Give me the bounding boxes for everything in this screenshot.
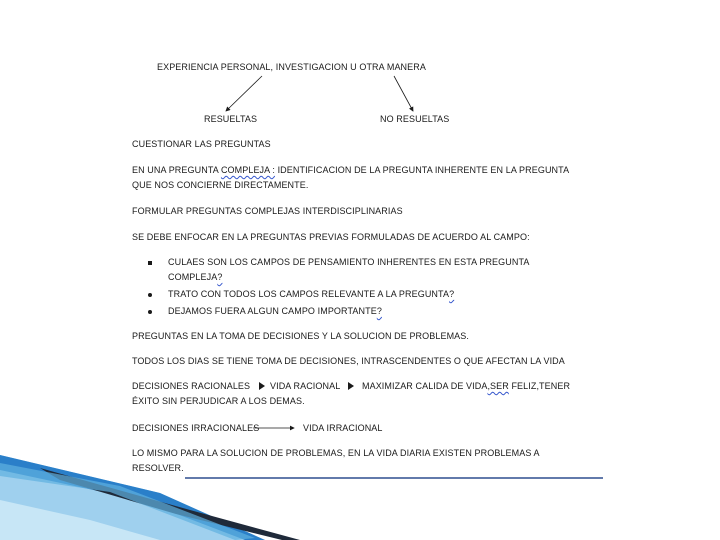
- arrow-rational-1: [259, 382, 265, 390]
- maximize-a: MAXIMIZAR CALIDA DE VIDA: [362, 381, 488, 391]
- bullet-3-mark: ?: [376, 306, 382, 316]
- decisions-heading: PREGUNTAS EN LA TOMA DE DECISIONES Y LA SOLUCION DE PROBLEMAS.: [132, 331, 469, 341]
- decisions-daily: TODOS LOS DIAS SE TIENE TOMA DE DECISIONES, INTRASCENDENTES O QUE AFECTAN LA VIDA: [132, 356, 565, 366]
- bullet-marker-3: [148, 310, 152, 314]
- section-formulate: FORMULAR PREGUNTAS COMPLEJAS INTERDISCIPLINARIAS: [132, 206, 403, 216]
- complex-word: COMPLEJA :: [220, 165, 275, 175]
- bullet-2-line1: [168, 289, 454, 300]
- bullet-3-line1: [168, 306, 382, 317]
- complex-prefix: EN UNA PREGUNTA: [132, 165, 221, 175]
- bullet-3-text: DEJAMOS FUERA ALGUN CAMPO IMPORTANTE: [168, 306, 377, 316]
- decisions-rational: DECISIONES RACIONALES: [132, 381, 251, 391]
- complex-rest: IDENTIFICACION DE LA PREGUNTA INHERENTE EN LA PREGUNTA: [274, 165, 570, 175]
- bullet-1-line2: [168, 272, 222, 283]
- bullet-marker-2: [148, 293, 152, 297]
- section-questioning: CUESTIONAR LAS PREGUNTAS: [132, 139, 271, 149]
- decisions-irrational: DECISIONES IRRACIONALES: [132, 423, 260, 433]
- branch-resueltas: RESUELTAS: [204, 114, 258, 124]
- decisions-success: ÉXITO SIN PERJUDICAR A LOS DEMAS.: [132, 396, 305, 406]
- decisions-irrational-life: VIDA IRRACIONAL: [303, 423, 383, 433]
- section-complex: [132, 165, 569, 176]
- arrow-to-resueltas: [226, 76, 262, 111]
- problems-line2: RESOLVER.: [132, 463, 184, 473]
- section-complex-line2: QUE NOS CONCIERNE DIRECTAMENTE.: [132, 180, 309, 190]
- bullet-1-word: COMPLEJA: [168, 272, 218, 282]
- arrow-rational-2: [348, 382, 354, 390]
- decisions-maximize: [362, 381, 570, 392]
- bullet-2-text: TRATO CON TODOS LOS CAMPOS RELEVANTE A LA PREGUNTA: [168, 289, 450, 299]
- section-focus: SE DEBE ENFOCAR EN LA PREGUNTAS PREVIAS FORMULADAS DE ACUERDO AL CAMPO:: [132, 232, 530, 242]
- branch-no-resueltas: NO RESUELTAS: [380, 114, 450, 124]
- maximize-b: ,SER: [487, 381, 509, 391]
- arrow-to-no-resueltas: [394, 76, 413, 111]
- header-line: EXPERIENCIA PERSONAL, INVESTIGACION U OTRA MANERA: [157, 62, 426, 72]
- bullet-1-line1: CULAES SON LOS CAMPOS DE PENSAMIENTO INHERENTES EN ESTA PREGUNTA: [168, 257, 530, 267]
- bullet-marker-1: [148, 261, 152, 265]
- bullet-2-mark: ?: [449, 289, 455, 299]
- maximize-c: FELIZ,TENER: [508, 381, 571, 391]
- problems-line1: LO MISMO PARA LA SOLUCION DE PROBLEMAS, EN LA VIDA DIARIA EXISTEN PROBLEMAS A: [132, 448, 540, 458]
- bullet-1-mark: ?: [217, 272, 223, 282]
- decisions-rational-life: VIDA RACIONAL: [270, 381, 341, 391]
